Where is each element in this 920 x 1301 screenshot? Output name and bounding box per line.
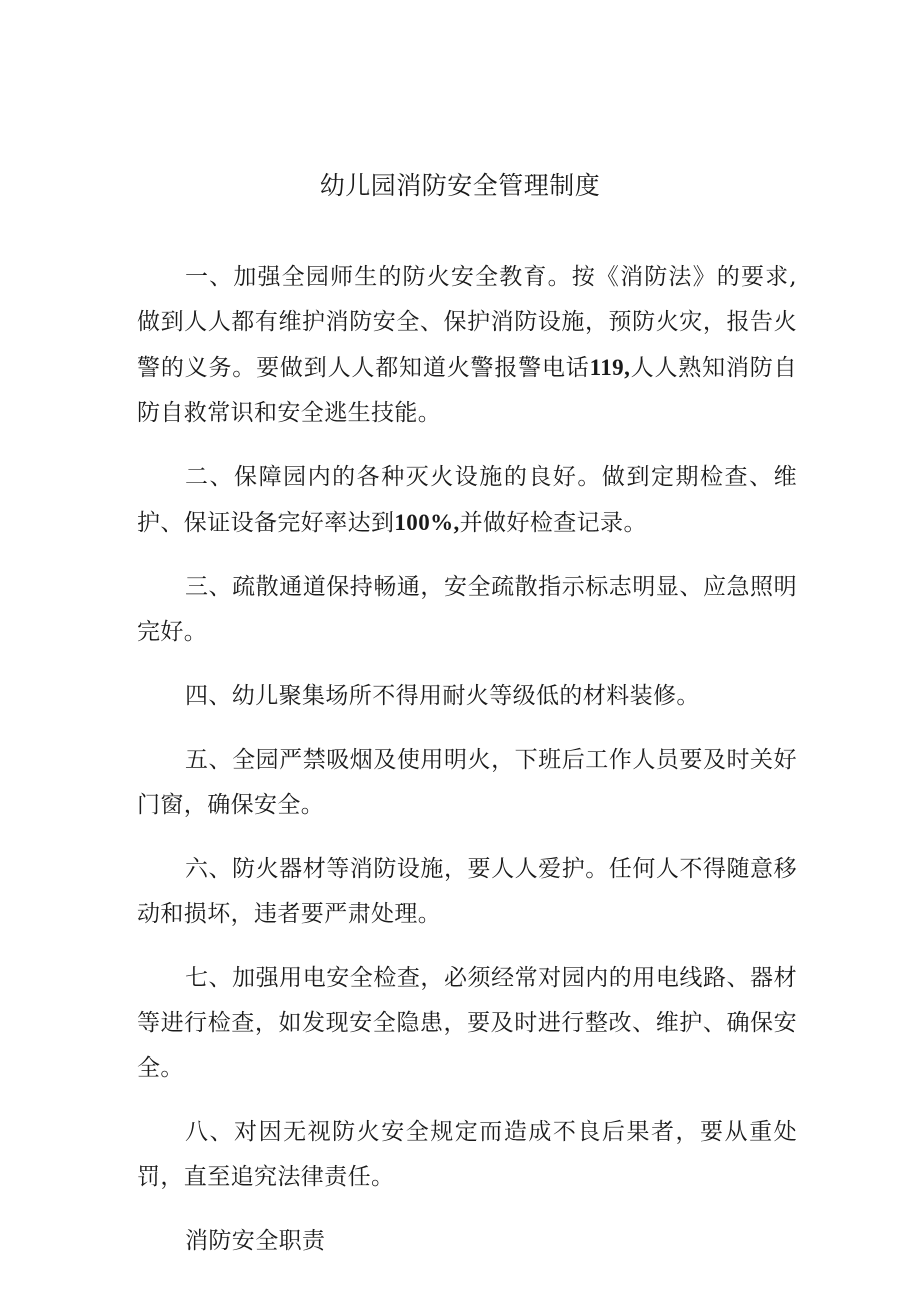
section-subheading: 消防安全职责 [185,1228,326,1254]
paragraph-4 [137,674,797,719]
paragraph-emphasis: 100%, [394,510,460,535]
paragraph-text: 一、加强全园师生的防火安全教育。按《消防法》的要求,做到人人都有维护消防安全、保护消防设施，预防火灾，报告火警的义务。要做到人人都知道火警报警电话 [137,264,797,381]
paragraph-2 [137,455,797,546]
paragraph-text: 并做好检查记录。 [459,510,647,536]
paragraph-3 [137,565,797,655]
paragraph-1 [137,255,797,436]
document-body [137,255,797,1264]
paragraph-6 [137,847,797,937]
paragraph-text: 人人熟知消防自防自救常识和安全逃生技能。 [137,355,797,426]
paragraph-text: 七、加强用电安全检查，必须经常对园内的用电线路、器材等进行检查，如发现安全隐患，要及时进行整改、维护、确保安全。 [137,965,797,1081]
paragraph-text: 二、保障园内的各种灭火设施的良好。做到定期检查、维护、保证设备完好率达到 [137,464,797,536]
paragraph-text: 五、全园严禁吸烟及使用明火，下班后工作人员要及时关好门窗，确保安全。 [137,747,797,818]
paragraph-text: 四、幼儿聚集场所不得用耐火等级低的材料装修。 [185,683,700,709]
paragraph-text: 三、疏散通道保持畅通，安全疏散指示标志明显、应急照明完好。 [137,574,797,645]
paragraph-text: 八、对因无视防火安全规定而造成不良后果者，要从重处罚，直至追究法律责任。 [137,1119,797,1190]
paragraph-text: 六、防火器材等消防设施，要人人爱护。任何人不得随意移动和损坏，违者要严肃处理。 [137,856,797,927]
paragraph-emphasis: 119, [589,355,631,380]
document-title: 幼儿园消防安全管理制度 [319,171,601,200]
paragraph-8 [137,1110,797,1200]
paragraph-5 [137,738,797,828]
paragraph-7 [137,956,797,1091]
